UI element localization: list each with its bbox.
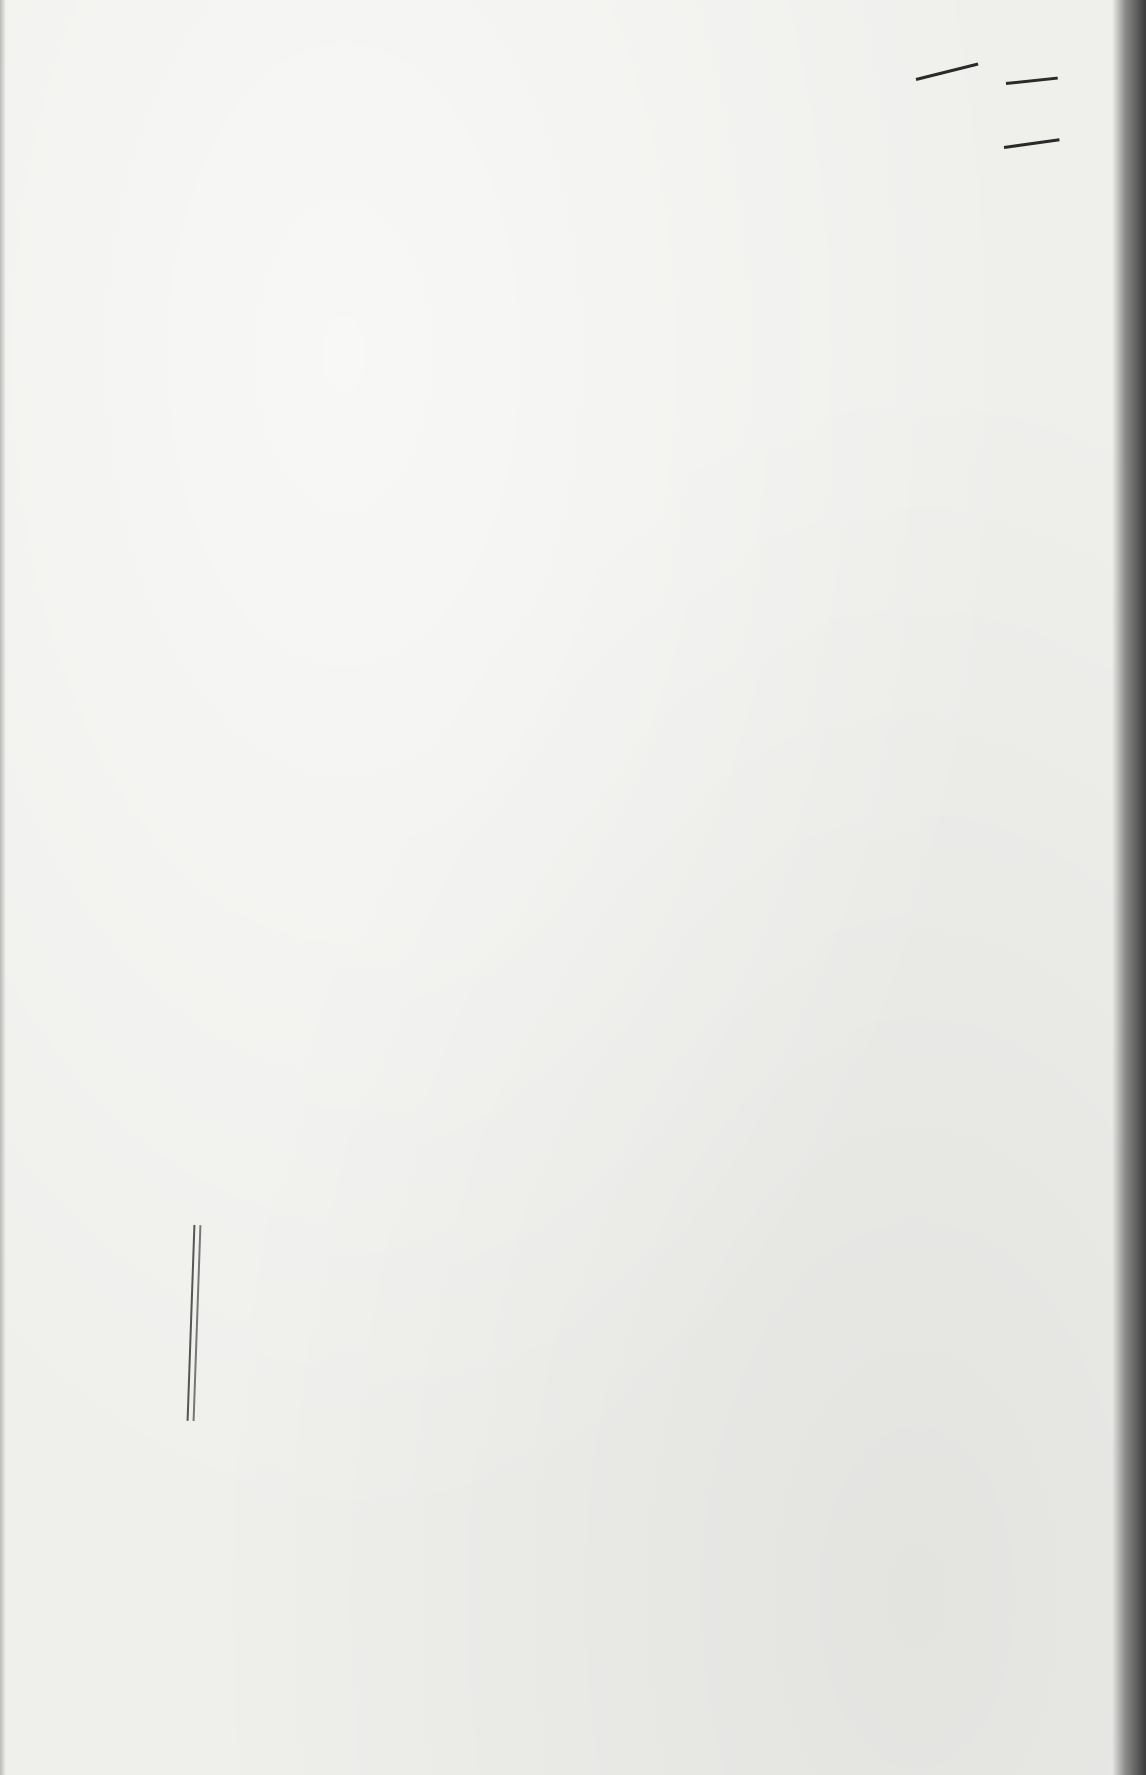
page-left-edge xyxy=(0,0,6,1775)
page-right-edge xyxy=(1112,0,1146,1775)
strikethrough-mark xyxy=(1006,77,1058,85)
strikethrough-mark xyxy=(1004,138,1060,149)
margin-vertical-mark xyxy=(187,1225,202,1421)
strikethrough-mark xyxy=(916,63,979,81)
